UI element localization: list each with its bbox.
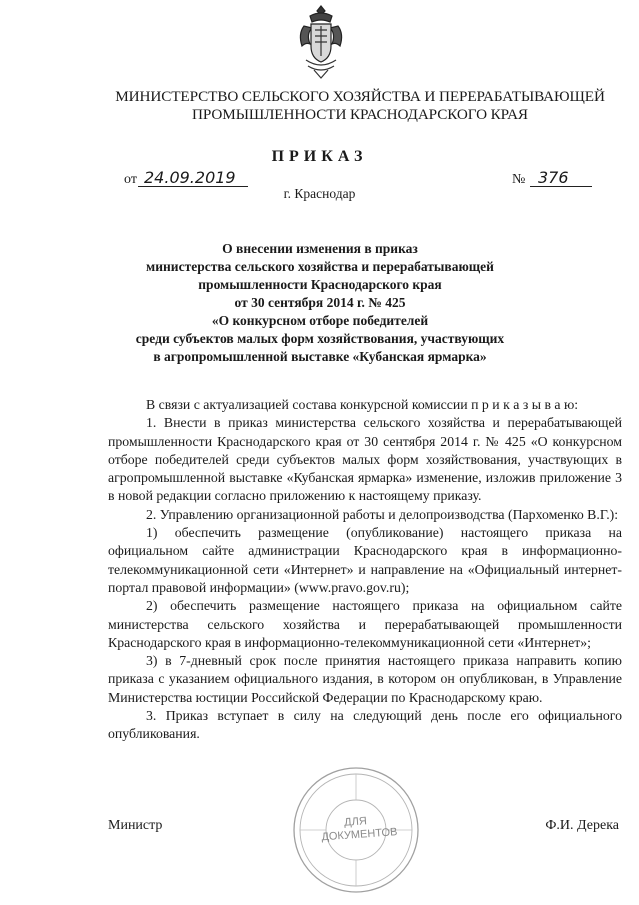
subject-line: промышленности Краснодарского края — [198, 277, 442, 292]
ministry-line-2: ПРОМЫШЛЕННОСТИ КРАСНОДАРСКОГО КРАЯ — [192, 106, 528, 123]
minister-name: Ф.И. Дерека — [545, 818, 619, 833]
body-paragraph-1: 1. Внести в приказ министерства сельского хозяйства и перерабатывающей промышленности Краснодарского края от 30 сентября 2014 г. № 425 «О конкурсном отборе победителей среди субъектов малых форм хозяйствования, участвующих в агропромышленной выставке «Кубанская ярмарка» изменение, изложив приложение 3 в новой редакции согласно приложению к настоящему приказу. — [108, 415, 622, 504]
order-body — [108, 396, 622, 744]
body-subitem-2: 2) обеспечить размещение настоящего приказа на официальном сайте министерства сельского хозяйства и перерабатывающей промышленности Краснодарского края в информационно-телекоммуникационной сети «Интернет»; — [108, 598, 622, 650]
subject-line: в агропромышленной выставке «Кубанская ярмарка» — [153, 349, 487, 364]
number-prefix: № — [512, 172, 526, 187]
subject-line: министерства сельского хозяйства и перерабатывающей — [146, 259, 494, 274]
order-subject — [70, 240, 570, 366]
stamp-line-2: ДОКУМЕНТОВ — [321, 826, 398, 844]
body-subitem-1: 1) обеспечить размещение (опубликование) настоящего приказа на официальном сайте администрации Краснодарского края в информационно-телекоммуникационной сети «Интернет» и направление на «Официальный интернет-портал правовой информации» (www.pravo.gov.ru); — [108, 525, 622, 595]
ministry-header — [60, 88, 639, 124]
coat-of-arms-icon — [296, 4, 346, 80]
order-date-handwritten: 24.09.2019 — [144, 168, 236, 187]
body-intro: В связи с актуализацией состава конкурсной комиссии п р и к а з ы в а ю: — [146, 397, 579, 412]
date-prefix: от — [124, 172, 137, 187]
order-number-handwritten: 376 — [538, 168, 569, 187]
subject-line: от 30 сентября 2014 г. № 425 — [234, 295, 406, 310]
subject-line: О внесении изменения в приказ — [222, 241, 418, 256]
order-title: ПРИКАЗ — [271, 148, 368, 165]
stamp-line-1: ДЛЯ — [343, 815, 368, 829]
body-paragraph-2: 2. Управлению организационной работы и делопроизводства (Пархоменко В.Г.): — [146, 506, 619, 522]
stamp-text — [320, 814, 398, 845]
ministry-line-1: МИНИСТЕРСТВО СЕЛЬСКОГО ХОЗЯЙСТВА И ПЕРЕРАБАТЫВАЮЩЕЙ — [115, 88, 605, 105]
subject-line: среди субъектов малых форм хозяйствования, участвующих — [135, 331, 505, 346]
body-paragraph-3: 3. Приказ вступает в силу на следующий день после его официального опубликования. — [108, 708, 622, 742]
subject-line: «О конкурсном отборе победителей — [211, 313, 429, 328]
body-subitem-3: 3) в 7-дневный срок после принятия настоящего приказа направить копию приказа с указанием официального издания, в котором он опубликован, в Управление Министерства юстиции Российской Федерации по Краснодарскому краю. — [108, 653, 622, 705]
order-city: г. Краснодар — [283, 186, 356, 201]
minister-label: Министр — [108, 818, 163, 833]
